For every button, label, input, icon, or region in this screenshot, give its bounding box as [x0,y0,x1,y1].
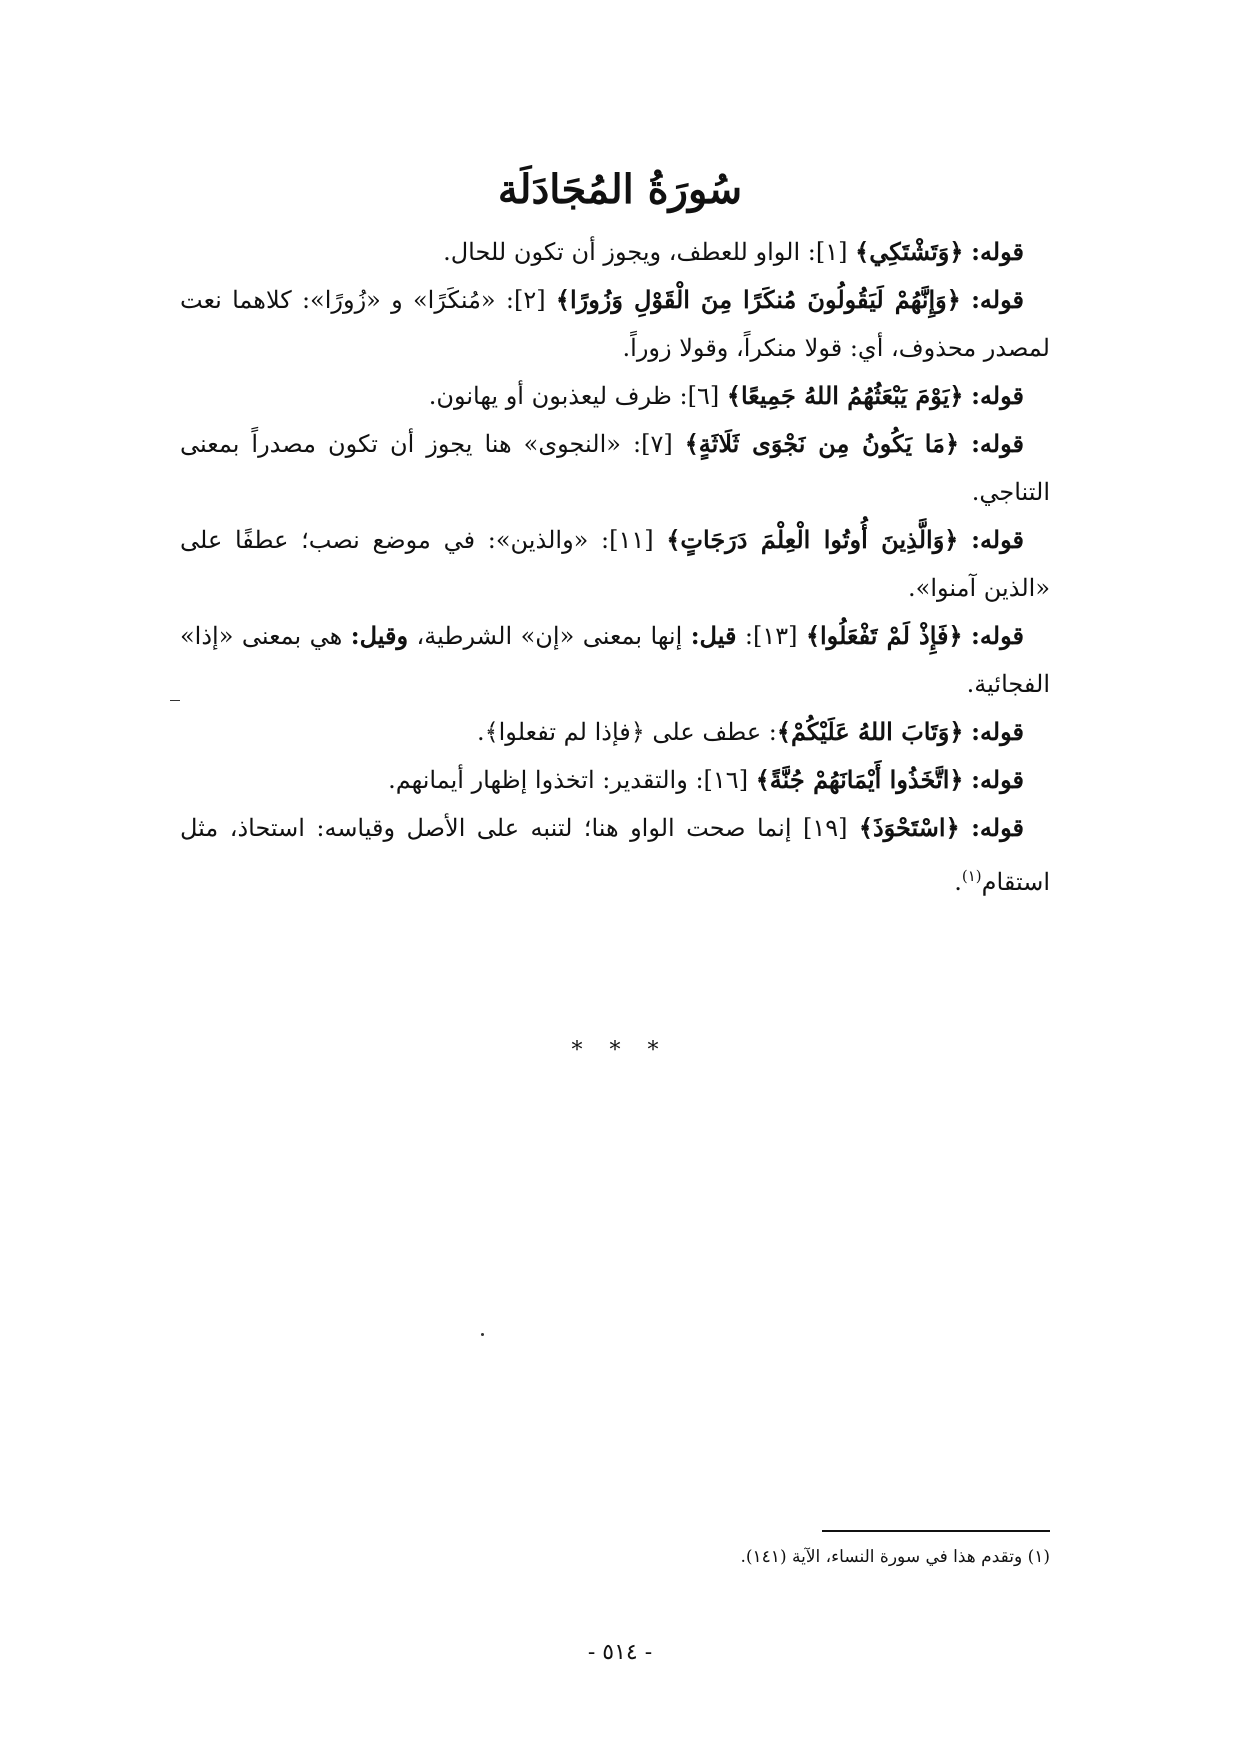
explanation-text: : الواو للعطف، ويجوز أن تكون للحال. [443,238,816,266]
qawluh-label: قوله: [971,285,1024,314]
paragraph-6 [180,612,1050,708]
scan-artifact-dash [170,700,180,701]
quran-verse: ﴿اسْتَحْوَذَ﴾ [858,813,960,842]
verse-number: [١٦] [703,766,749,794]
explanation-text: : «النجوى» هنا يجوز أن تكون مصدراً بمعنى التناجي. [180,430,1050,506]
footnote-rule [822,1530,1050,1532]
paragraph-1 [180,228,1050,276]
qawluh-label: قوله: [971,813,1024,842]
qawluh-label: قوله: [971,237,1024,266]
verse-number: [٦] [687,382,720,410]
explanation-text-end: هي بمعنى «إذا» الفجائية. [180,622,1050,698]
scan-artifact-dot [481,1333,484,1336]
quran-verse: ﴿اتَّخَذُوا أَيْمَانَهُمْ جُنَّةً﴾ [755,765,964,794]
paragraph-3 [180,372,1050,420]
qawluh-label: قوله: [971,765,1024,794]
footnote: (١) وتقدم هذا في سورة النساء، الآية (١٤١). [740,1547,1050,1567]
paragraph-9 [180,804,1050,906]
paragraph-8 [180,756,1050,804]
qawluh-label: قوله: [971,525,1024,554]
explanation-text: إنما صحت الواو هنا؛ لتنبه على الأصل وقياسه: استحاذ، مثل استقام [180,814,1050,896]
paragraph-2 [180,276,1050,372]
quran-verse: ﴿يَوْمَ يَبْعَثُهُمُ اللهُ جَمِيعًا﴾ [726,381,964,410]
page-number: - ٥١٤ - [587,1640,653,1665]
paragraph-7 [180,708,1050,756]
quran-verse: ﴿وَإِنَّهُمْ لَيَقُولُونَ مُنكَرًا مِنَ الْقَوْلِ وَزُورًا﴾ [555,285,961,314]
verse-number: [١] [815,238,848,266]
explanation-text: : والتقدير: اتخذوا إظهار أيمانهم. [388,766,704,794]
footnote-marker[interactable]: (١) [961,867,982,885]
paragraph-4 [180,420,1050,516]
explanation-text: : ظرف ليعذبون أو يهانون. [428,382,688,410]
explanation-text: إنها بمعنى «إن» الشرطية، [408,622,691,650]
verse-number: [١١] [609,526,654,554]
explanation-text: : عطف على ﴿فإذا لم تفعلوا﴾. [476,718,777,746]
explanation-text: : «مُنكَرًا» و «زُورًا»: كلاهما نعت لمصدر محذوف، أي: قولا منكراً، وقولا زوراً. [180,286,1050,362]
verse-number: [١٩] [802,814,848,842]
qawluh-label: قوله: [971,429,1024,458]
colon-text: : [736,622,753,650]
quran-verse: ﴿مَا يَكُونُ مِن نَجْوَى ثَلَاثَةٍ﴾ [684,429,960,458]
quran-verse: ﴿فَإِذْ لَمْ تَفْعَلُوا﴾ [805,621,963,650]
verse-number: [٧] [641,430,673,458]
quran-verse: ﴿وَتَشْتَكِي﴾ [855,237,964,266]
qawluh-label: قوله: [971,381,1024,410]
commentary-body [180,228,1050,906]
qila-label-1: قيل: [690,621,737,650]
qila-label-2: وقيل: [350,621,409,650]
quran-verse: ﴿وَالَّذِينَ أُوتُوا الْعِلْمَ دَرَجَاتٍ﴾ [666,525,959,554]
paragraph-5 [180,516,1050,612]
verse-number: [٢] [513,286,546,314]
surah-title: سُورَةُ المُجَادَلَة [497,166,743,213]
qawluh-label: قوله: [971,621,1024,650]
quran-verse: ﴿وَتَابَ اللهُ عَلَيْكُمْ﴾ [776,717,964,746]
qawluh-label: قوله: [971,717,1024,746]
explanation-text: : «والذين»: في موضع نصب؛ عطفًا على «الذين آمنوا». [180,526,1050,602]
verse-number: [١٣] [752,622,798,650]
section-separator: * * * [571,1038,669,1063]
sentence-end: . [954,868,962,896]
